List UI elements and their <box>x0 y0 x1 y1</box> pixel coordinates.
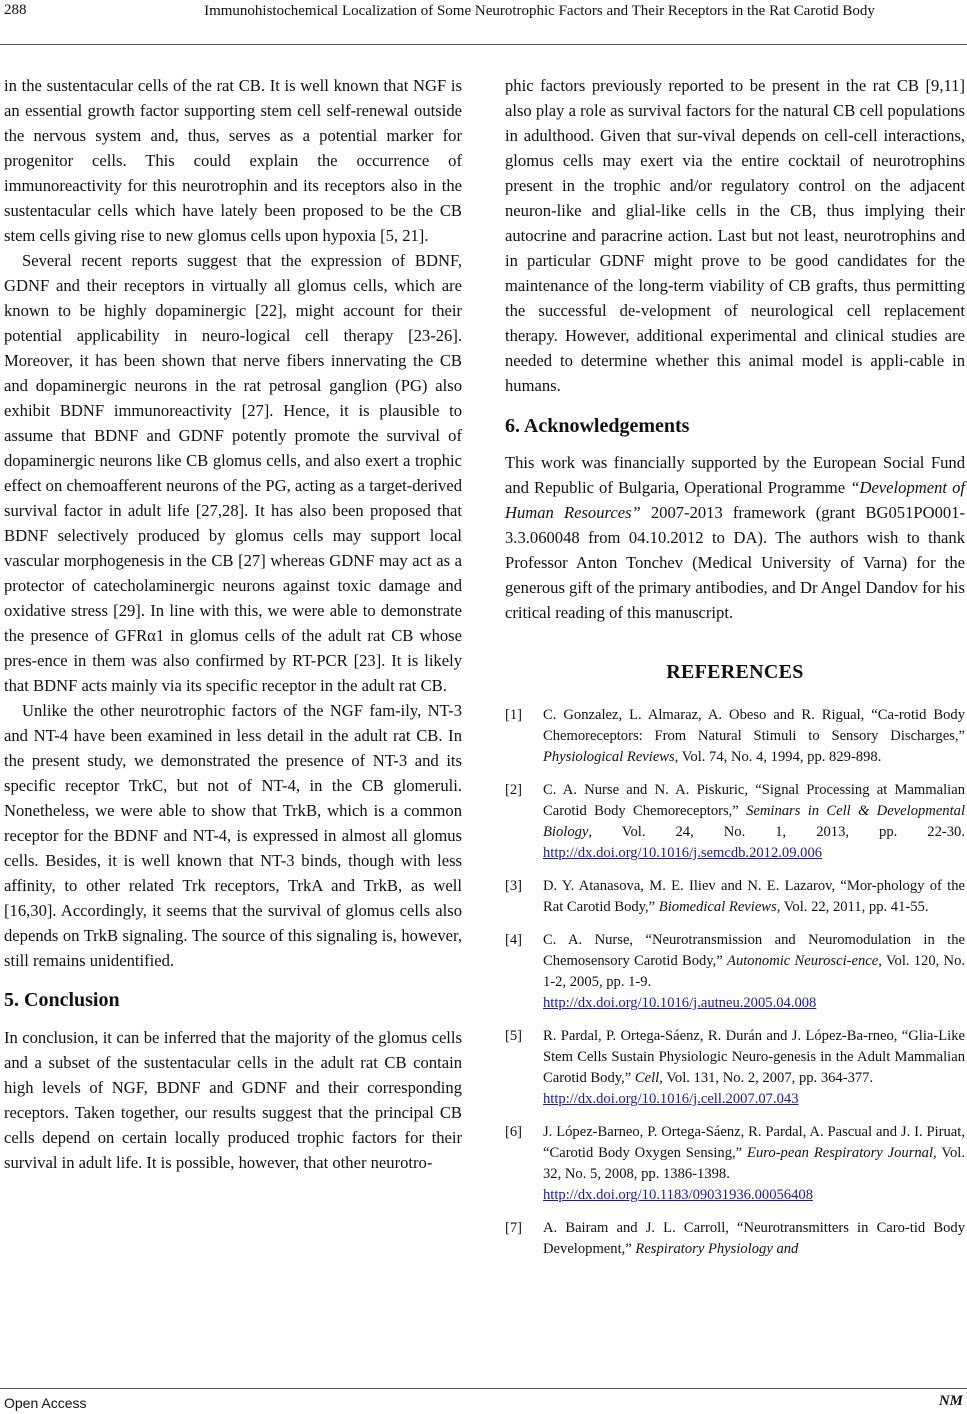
reference-text: J. López-Barneo, P. Ortega-Sáenz, R. Pardal, A. Pascual and J. I. Piruat, “Carotid Body Oxygen Sensing,” Euro-pean Respiratory Journal, Vol. 32, No. 5, 2008, pp. 1386-1398. http://dx.doi.org/10.1183/09031936.00056408 <box>543 1122 965 1206</box>
open-access-label: Open Access <box>4 1395 87 1411</box>
reference-item <box>505 780 965 864</box>
right-column <box>505 73 965 1272</box>
reference-number: [1] <box>505 707 523 723</box>
section-heading-conclusion: 5. Conclusion <box>4 989 120 1011</box>
acknowledgements-paragraph <box>505 450 965 625</box>
reference-journal: Cell <box>634 1070 660 1086</box>
reference-text: D. Y. Atanasova, M. E. Iliev and N. E. Lazarov, “Mor-phology of the Rat Carotid Body,” Biomedical Reviews, Vol. 22, 2011, pp. 41-55. <box>543 878 965 915</box>
header-rule <box>0 44 967 45</box>
footer-rule <box>0 1388 967 1389</box>
reference-journal: Autonomic Neurosci-ence <box>727 953 879 969</box>
reference-item <box>505 1218 965 1260</box>
paragraph: In conclusion, it can be inferred that the majority of the glomus cells and a subset of the sustentacular cells in the adult rat CB contain high levels of NGF, BDNF and GDNF and their corresponding receptors. Taken together, our results suggest that the principal CB cells depend on certain locally produced trophic factors for their survival in adult life. It is possible, however, that other neurotro- <box>4 1028 462 1172</box>
reference-journal: Respiratory Physiology and <box>635 1241 799 1257</box>
reference-item <box>505 1026 965 1110</box>
reference-number: [6] <box>505 1124 523 1140</box>
reference-number: [5] <box>505 1028 523 1044</box>
reference-text: A. Bairam and J. L. Carroll, “Neurotransmitters in Caro-tid Body Development,” Respiratory Physiology and <box>543 1220 965 1257</box>
reference-doi-link[interactable]: http://dx.doi.org/10.1183/09031936.00056408 <box>543 1187 813 1203</box>
paragraph: phic factors previously reported to be present in the rat CB [9,11] also play a role as survival factors for the natural CB cell populations in adulthood. Given that sur-vival depends on cell-cell interactions, glomus cells may exert via the entire cocktail of neurotrophins present in the trophic and/or regulatory control on the adjacent neuron-like and glial-like cells in the CB, thus implying their autocrine and paracrine action. Last but not least, neurotrophins and in particular GDNF might prove to be good candidates for the maintenance of the long-term viability of CB grafts, thus permitting the successful de-velopment of neurological cell replacement therapy. However, additional experimental and clinical studies are needed to determine whether this animal model is appli-cable in humans. <box>505 76 965 395</box>
running-title: Immunohistochemical Localization of Some Neurotrophic Factors and Their Receptors in the Rat Carotid Body <box>204 3 875 19</box>
ack-programme-name: “Development of Human Resources” <box>505 478 965 522</box>
journal-abbrev: NM <box>938 1393 963 1409</box>
reference-item <box>505 876 965 918</box>
reference-number: [7] <box>505 1220 523 1236</box>
reference-number: [4] <box>505 932 523 948</box>
reference-item <box>505 705 965 768</box>
reference-item <box>505 930 965 1014</box>
ack-text: 2007-2013 framework (grant BG051PO001-3.3.060048 from 04.10.2012 to DA). The authors wish to thank Professor Anton Tonchev (Medical University of Varna) for the generous gift of the primary antibodies, and Dr Angel Dandov for his critical reading of this manuscript. <box>505 503 965 622</box>
reference-number: [2] <box>505 782 523 798</box>
reference-doi-link[interactable]: http://dx.doi.org/10.1016/j.cell.2007.07.043 <box>543 1091 799 1107</box>
page-number: 288 <box>4 2 27 18</box>
left-column <box>4 73 462 1175</box>
ack-text: This work was financially supported by the European Social Fund and Republic of Bulgaria, Operational Programme <box>505 453 965 497</box>
reference-item <box>505 1122 965 1206</box>
section-heading-acknowledgements: 6. Acknowledgements <box>505 415 690 437</box>
reference-doi-link[interactable]: http://dx.doi.org/10.1016/j.autneu.2005.04.008 <box>543 995 817 1011</box>
page-header <box>0 0 967 48</box>
reference-list <box>505 705 965 1260</box>
reference-text: R. Pardal, P. Ortega-Sáenz, R. Durán and J. López-Ba-rneo, “Glia-Like Stem Cells Sustain Physiologic Neuro-genesis in the Adult Mammalian Carotid Body,” Cell, Vol. 131, No. 2, 2007, pp. 364-377. http://dx.doi.org/10.1016/j.cell.2007.07.043 <box>543 1026 965 1110</box>
reference-journal: Biomedical Reviews <box>658 899 777 915</box>
reference-text: C. A. Nurse, “Neurotransmission and Neuromodulation in the Chemosensory Carotid Body,” Autonomic Neurosci-ence, Vol. 120, No. 1-2, 2005, pp. 1-9. http://dx.doi.org/10.1016/j.autneu.2005.04.008 <box>543 930 965 1014</box>
page-footer <box>0 1388 967 1414</box>
paragraph: Several recent reports suggest that the expression of BDNF, GDNF and their receptors in virtually all glomus cells, which are known to be highly dopaminergic [22], might account for their potential applicability in neuro-logical cell therapy [23-26]. Moreover, it has been shown that nerve fibers innervating the CB and dopaminergic neurons in the rat petrosal ganglion (PG) also exhibit BDNF immunoreactivity [27]. Hence, it is plausible to assume that BDNF and GDNF potently promote the survival of dopaminergic neurons like CB glomus cells, and also exert a trophic effect on chemoafferent neurons of the PG, acting as a target-derived survival factor in adult life [27,28]. It has also been proposed that BDNF selectively produced by glomus cells may support local vascular morphogenesis in the CB [27] whereas GDNF may act as a protector of catecholaminergic neurons against toxic damage and oxidative stress [29]. In line with this, we were able to demonstrate the presence of GFRα1 in glomus cells of the adult rat CB whose pres-ence in them was also confirmed by RT-PCR [23]. It is likely that BDNF acts mainly via its specific receptor in the adult rat CB. <box>4 251 462 695</box>
paragraph: Unlike the other neurotrophic factors of the NGF fam-ily, NT-3 and NT-4 have been examined in less detail in the adult rat CB. In the present study, we demonstrated the presence of NT-3 and its specific receptor TrkC, but not of NT-4, in the CB glomeruli. Nonetheless, we were able to show that TrkB, which is a common receptor for the BDNF and NT-4, is expressed in almost all glomus cells. Besides, it is well known that NT-3 binds, though with less affinity, to other related Trk receptors, TrkA and TrkB, as well [16,30]. Accordingly, it seems that the survival of glomus cells also depends on TrkB signaling. The source of this signaling is, however, still remains unidentified. <box>4 701 462 970</box>
reference-doi-link[interactable]: http://dx.doi.org/10.1016/j.semcdb.2012.09.006 <box>543 845 823 861</box>
reference-text: C. A. Nurse and N. A. Piskuric, “Signal Processing at Mammalian Carotid Body Chemoreceptors,” Seminars in Cell & Developmental Biology, Vol. 24, No. 1, 2013, pp. 22-30. http://dx.doi.org/10.1016/j.semcdb.2012.09.006 <box>543 782 966 861</box>
reference-number: [3] <box>505 878 523 894</box>
references-heading: REFERENCES <box>666 661 804 683</box>
reference-journal: Physiological Reviews <box>543 749 675 765</box>
paragraph: in the sustentacular cells of the rat CB. It is well known that NGF is an essential growth factor supporting stem cell self-renewal outside the nervous system and, thus, serves as a potential marker for progenitor cells. This could explain the occurrence of immunoreactivity for this neurotrophin and its receptors also in the sustentacular cells which have lately been proposed to be the CB stem cells giving rise to new glomus cells upon hypoxia [5, 21]. <box>4 76 462 245</box>
reference-journal: Seminars in Cell & Developmental Biology <box>543 803 966 840</box>
reference-journal: Euro-pean Respiratory Journal <box>747 1145 934 1161</box>
reference-text: C. Gonzalez, L. Almaraz, A. Obeso and R. Rigual, “Ca-rotid Body Chemoreceptors: From Natural Stimuli to Sensory Discharges,” Physiological Reviews, Vol. 74, No. 4, 1994, pp. 829-898. <box>543 707 965 765</box>
